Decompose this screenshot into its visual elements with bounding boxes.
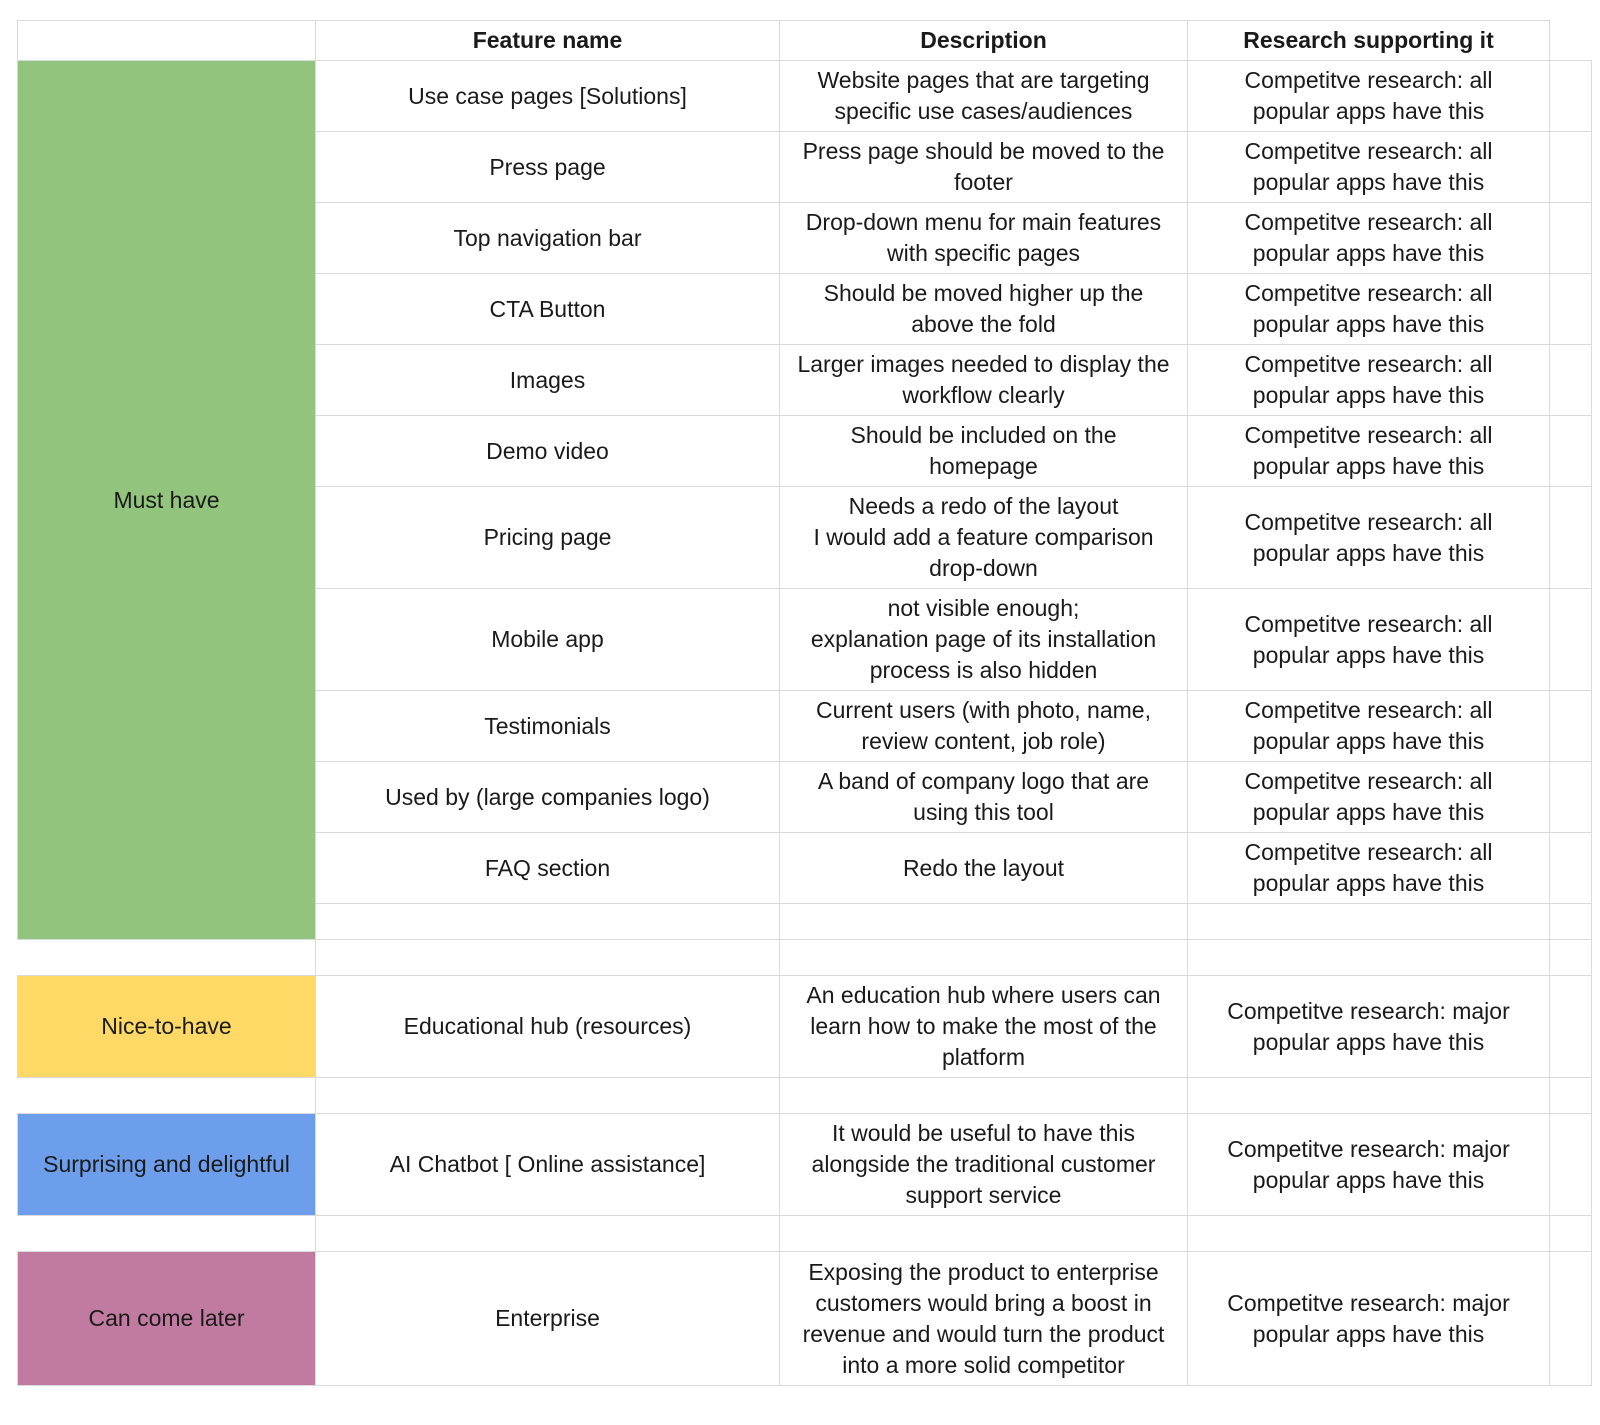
spare-cell	[1550, 833, 1592, 904]
description-cell: Website pages that are targeting specific use cases/audiences	[780, 61, 1188, 132]
empty-cell	[780, 904, 1188, 940]
header-research: Research supporting it	[1188, 21, 1550, 61]
empty-cell	[780, 940, 1188, 976]
spare-cell	[1550, 762, 1592, 833]
feature-cell: Mobile app	[316, 589, 780, 691]
category-must-have: Must have	[18, 61, 316, 940]
empty-cell	[1550, 1078, 1592, 1114]
description-cell: not visible enough; explanation page of its installation process is also hidden	[780, 589, 1188, 691]
table-row	[18, 976, 1592, 1078]
empty-cell	[316, 1078, 780, 1114]
empty-cell	[1550, 940, 1592, 976]
description-cell: Redo the layout	[780, 833, 1188, 904]
empty-cell	[1188, 904, 1550, 940]
spacer-row	[18, 1216, 1592, 1252]
feature-cell: AI Chatbot [ Online assistance]	[316, 1114, 780, 1216]
description-cell: Should be included on the homepage	[780, 416, 1188, 487]
empty-cell	[18, 1216, 316, 1252]
empty-cell	[1550, 904, 1592, 940]
research-cell: Competitve research: major popular apps have this	[1188, 976, 1550, 1078]
research-cell: Competitve research: all popular apps have this	[1188, 61, 1550, 132]
spare-cell	[1550, 976, 1592, 1078]
research-cell: Competitve research: major popular apps have this	[1188, 1252, 1550, 1386]
spacer-row	[18, 940, 1592, 976]
category-surprising-and-delightful: Surprising and delightful	[18, 1114, 316, 1216]
header-description: Description	[780, 21, 1188, 61]
empty-cell	[780, 1216, 1188, 1252]
description-cell: Drop-down menu for main features with specific pages	[780, 203, 1188, 274]
empty-cell	[316, 1216, 780, 1252]
feature-cell: Educational hub (resources)	[316, 976, 780, 1078]
spare-cell	[1550, 1252, 1592, 1386]
feature-cell: Top navigation bar	[316, 203, 780, 274]
spare-cell	[1550, 691, 1592, 762]
empty-cell	[780, 1078, 1188, 1114]
research-cell: Competitve research: all popular apps have this	[1188, 487, 1550, 589]
spare-cell	[1550, 589, 1592, 691]
research-cell: Competitve research: all popular apps have this	[1188, 589, 1550, 691]
spare-cell	[1550, 416, 1592, 487]
empty-cell	[1188, 1216, 1550, 1252]
description-cell: It would be useful to have this alongside the traditional customer support service	[780, 1114, 1188, 1216]
description-cell: Press page should be moved to the footer	[780, 132, 1188, 203]
research-cell: Competitve research: all popular apps have this	[1188, 762, 1550, 833]
spacer-row	[18, 1078, 1592, 1114]
table-row	[18, 1252, 1592, 1386]
feature-cell: Demo video	[316, 416, 780, 487]
spare-cell	[1550, 1114, 1592, 1216]
description-cell: Exposing the product to enterprise customers would bring a boost in revenue and would turn the product into a more solid competitor	[780, 1252, 1188, 1386]
table-row	[18, 1114, 1592, 1216]
feature-cell: Pricing page	[316, 487, 780, 589]
category-nice-to-have: Nice-to-have	[18, 976, 316, 1078]
research-cell: Competitve research: all popular apps have this	[1188, 691, 1550, 762]
header-spare	[1550, 21, 1592, 61]
description-cell: Should be moved higher up the above the fold	[780, 274, 1188, 345]
research-cell: Competitve research: all popular apps have this	[1188, 345, 1550, 416]
spare-cell	[1550, 132, 1592, 203]
feature-cell: Enterprise	[316, 1252, 780, 1386]
spare-cell	[1550, 274, 1592, 345]
feature-cell: FAQ section	[316, 833, 780, 904]
spare-cell	[1550, 61, 1592, 132]
research-cell: Competitve research: all popular apps have this	[1188, 833, 1550, 904]
feature-cell: Use case pages [Solutions]	[316, 61, 780, 132]
spare-cell	[1550, 345, 1592, 416]
feature-cell: Press page	[316, 132, 780, 203]
feature-cell: CTA Button	[316, 274, 780, 345]
research-cell: Competitve research: all popular apps have this	[1188, 274, 1550, 345]
description-cell: Needs a redo of the layout I would add a feature comparison drop-down	[780, 487, 1188, 589]
research-cell: Competitve research: all popular apps have this	[1188, 132, 1550, 203]
research-cell: Competitve research: all popular apps have this	[1188, 203, 1550, 274]
description-cell: An education hub where users can learn how to make the most of the platform	[780, 976, 1188, 1078]
research-cell: Competitve research: all popular apps have this	[1188, 416, 1550, 487]
table-row	[18, 61, 1592, 132]
empty-cell	[18, 940, 316, 976]
description-cell: A band of company logo that are using this tool	[780, 762, 1188, 833]
description-cell: Current users (with photo, name, review content, job role)	[780, 691, 1188, 762]
spare-cell	[1550, 487, 1592, 589]
empty-cell	[1188, 940, 1550, 976]
feature-cell: Testimonials	[316, 691, 780, 762]
spare-cell	[1550, 203, 1592, 274]
empty-cell	[1188, 1078, 1550, 1114]
description-cell: Larger images needed to display the workflow clearly	[780, 345, 1188, 416]
header-row	[18, 21, 1592, 61]
feature-cell: Used by (large companies logo)	[316, 762, 780, 833]
empty-cell	[316, 904, 780, 940]
header-feature-name: Feature name	[316, 21, 780, 61]
category-can-come-later: Can come later	[18, 1252, 316, 1386]
research-cell: Competitve research: major popular apps have this	[1188, 1114, 1550, 1216]
feature-cell: Images	[316, 345, 780, 416]
empty-cell	[316, 940, 780, 976]
empty-cell	[1550, 1216, 1592, 1252]
header-category	[18, 21, 316, 61]
feature-priority-table	[17, 20, 1592, 1386]
empty-cell	[18, 1078, 316, 1114]
